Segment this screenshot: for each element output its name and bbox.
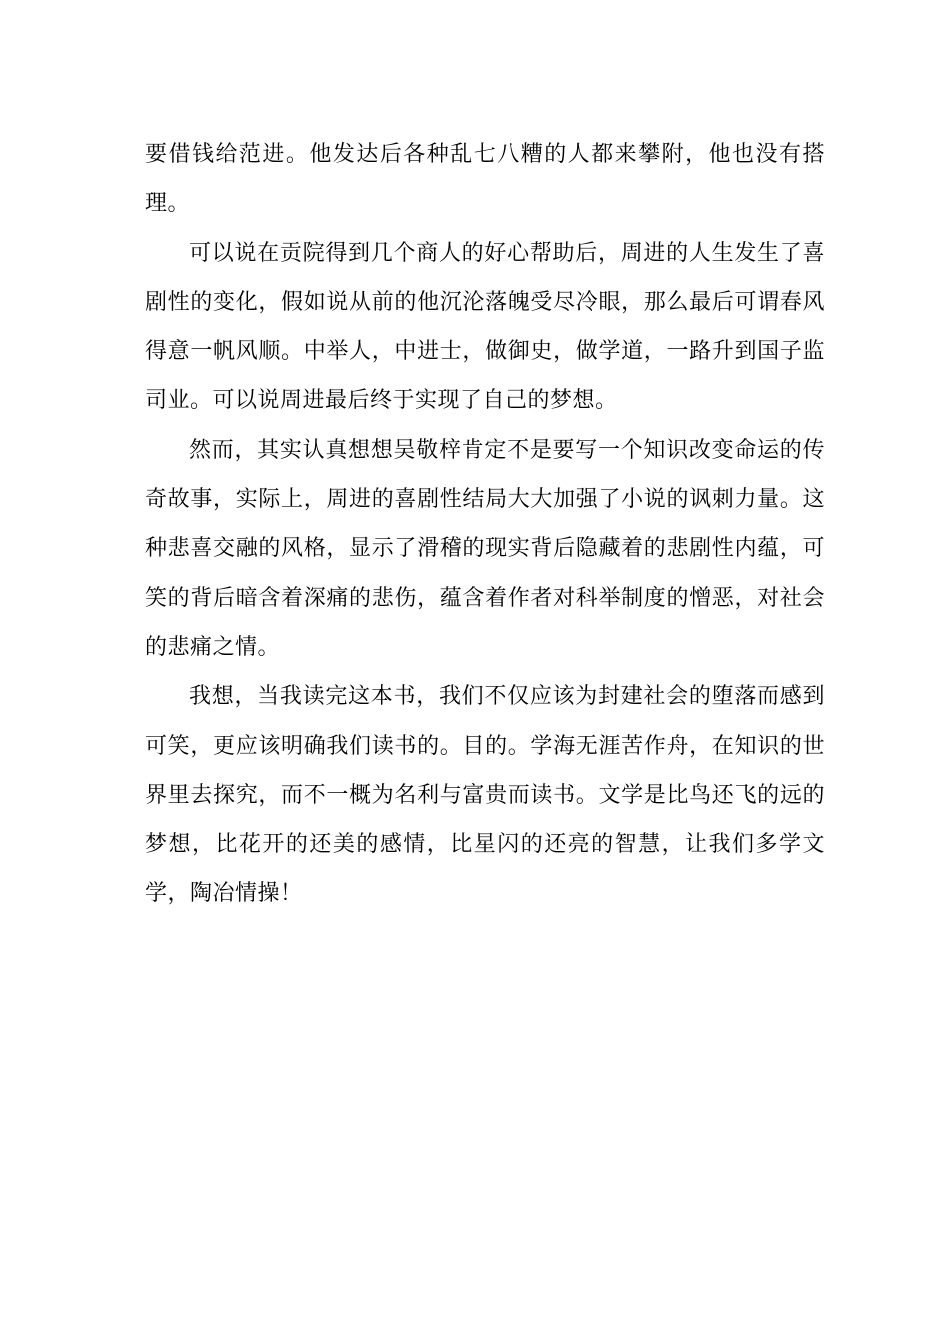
- paragraph-conclusion: 我想，当我读完这本书，我们不仅应该为封建社会的堕落而感到可笑，更应该明确我们读书的。目的。学海无涯苦作舟，在知识的世界里去探究，而不一概为名利与富贵而读书。文学是比鸟还飞的远的梦想，比花开的还美的感情，比星闪的还亮的智慧，让我们多学文学，陶冶情操！: [145, 684, 825, 907]
- paragraph-continued: 要借钱给范进。他发达后各种乱七八糟的人都来攀附，他也没有搭理。: [145, 142, 825, 217]
- paragraph-zhou-jin-change: 可以说在贡院得到几个商人的好心帮助后，周进的人生发生了喜剧性的变化，假如说从前的他沉沦落魄受尽冷眼，那么最后可谓春风得意一帆风顺。中举人，中进士，做御史，做学道，一路升到国子监司业。可以说周进最后终于实现了自己的梦想。: [145, 240, 825, 414]
- document-body: [145, 130, 825, 919]
- paragraph-satire: 然而，其实认真想想吴敬梓肯定不是要写一个知识改变命运的传奇故事，实际上，周进的喜剧性结局大大加强了小说的讽刺力量。这种悲喜交融的风格，显示了滑稽的现实背后隐藏着的悲剧性内蕴，可笑的背后暗含着深痛的悲伤，蕴含着作者对科举制度的憎恶，对社会的悲痛之情。: [145, 437, 825, 660]
